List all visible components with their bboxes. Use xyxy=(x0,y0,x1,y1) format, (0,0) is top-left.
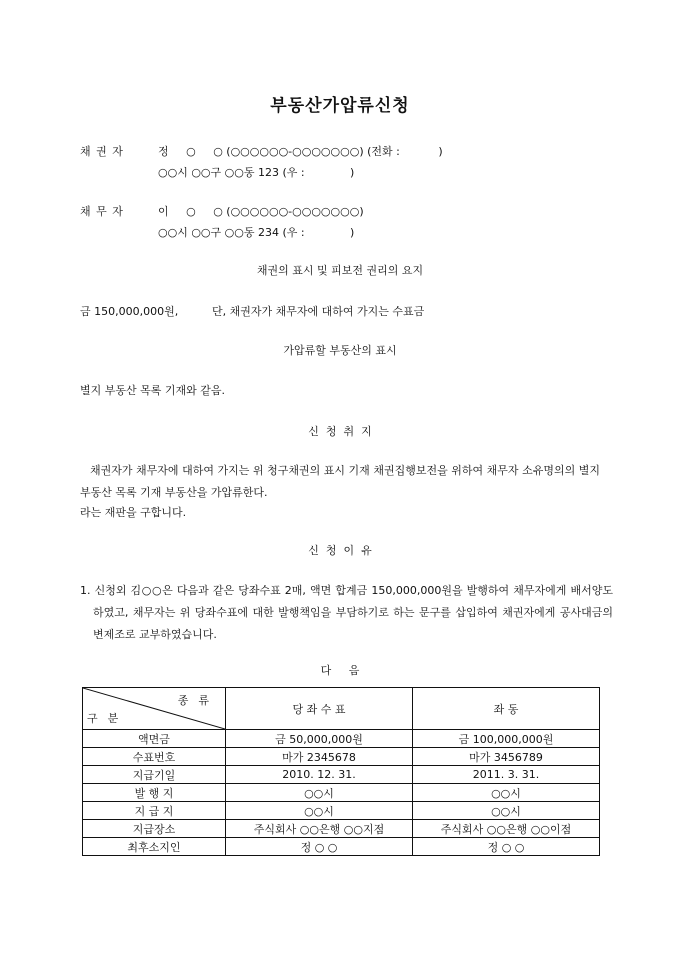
table-row xyxy=(83,748,600,766)
purpose-heading: 신 청 취 지 xyxy=(308,425,372,438)
bill-table xyxy=(82,687,600,856)
row-cell: 정 ○ ○ xyxy=(413,838,600,856)
row-label: 액면금 xyxy=(83,730,226,748)
row-cell: 2010. 12. 31. xyxy=(226,766,413,784)
debtor-line1: 이 ○ ○ (○○○○○○-○○○○○○○) xyxy=(158,205,364,218)
debtor-label: 채 무 자 xyxy=(80,205,124,218)
row-cell: 정 ○ ○ xyxy=(226,838,413,856)
reason-heading: 신 청 이 유 xyxy=(308,544,372,557)
row-label: 지급장소 xyxy=(83,820,226,838)
header-kind-label: 종류 xyxy=(177,694,219,707)
row-label: 발 행 지 xyxy=(83,784,226,802)
table-header-row xyxy=(83,688,600,730)
row-cell: ○○시 xyxy=(413,802,600,820)
debtor-address: ○○시 ○○구 ○○동 234 (우 : ) xyxy=(158,226,355,239)
header-category-label: 구분 xyxy=(87,712,129,725)
row-cell: 금 50,000,000원 xyxy=(226,730,413,748)
purpose-text: 채권자가 채무자에 대하여 가지는 위 청구채권의 표시 기재 채권집행보전을 위하여 채무자 소유명의의 별지 부동산 목록 기재 부동산을 가압류한다. xyxy=(80,464,600,499)
table-row xyxy=(83,766,600,784)
claim-heading: 채권의 표시 및 피보전 권리의 요지 xyxy=(256,264,424,277)
column-header-2: 좌 동 xyxy=(413,688,600,730)
table-row xyxy=(83,802,600,820)
row-label: 최후소지인 xyxy=(83,838,226,856)
row-cell: ○○시 xyxy=(226,802,413,820)
purpose-end: 라는 재판을 구합니다. xyxy=(80,506,187,519)
table-heading: 다 음 xyxy=(320,664,360,677)
creditor-address: ○○시 ○○구 ○○동 123 (우 : ) xyxy=(158,166,355,179)
table-row xyxy=(83,820,600,838)
document-title: 부동산가압류신청 xyxy=(270,96,410,116)
table-row xyxy=(83,838,600,856)
property-text: 별지 부동산 목록 기재와 같음. xyxy=(80,384,225,397)
claim-amount: 금 150,000,000원, xyxy=(80,305,179,318)
row-label: 지 급 지 xyxy=(83,802,226,820)
row-cell: 2011. 3. 31. xyxy=(413,766,600,784)
creditor-label: 채 권 자 xyxy=(80,145,124,158)
row-label: 수표번호 xyxy=(83,748,226,766)
claim-note: 단, 채권자가 채무자에 대하여 가지는 수표금 xyxy=(212,305,425,318)
table-corner-cell xyxy=(83,688,226,730)
table-row xyxy=(83,730,600,748)
row-cell: ○○시 xyxy=(226,784,413,802)
table-row xyxy=(83,784,600,802)
reason-item: 1. 신청외 김○○은 다음과 같은 당좌수표 2매, 액면 합계금 150,000,000원을 발행하여 채무자에게 배서양도하였고, 채무자는 위 당좌수표에 대한 발행책임을 부담하기로 하는 문구를 삽입하여 채권자에게 공사대금의 변제조로 교부하였습니다. xyxy=(80,584,613,641)
row-cell: 마가 2345678 xyxy=(226,748,413,766)
row-label: 지급기일 xyxy=(83,766,226,784)
column-header-1: 당 좌 수 표 xyxy=(226,688,413,730)
row-cell: ○○시 xyxy=(413,784,600,802)
row-cell: 주식회사 ○○은행 ○○이점 xyxy=(413,820,600,838)
property-heading: 가압류할 부동산의 표시 xyxy=(283,344,397,357)
row-cell: 마가 3456789 xyxy=(413,748,600,766)
row-cell: 금 100,000,000원 xyxy=(413,730,600,748)
creditor-line1: 정 ○ ○ (○○○○○○-○○○○○○○) (전화 : ) xyxy=(158,145,443,158)
row-cell: 주식회사 ○○은행 ○○지점 xyxy=(226,820,413,838)
